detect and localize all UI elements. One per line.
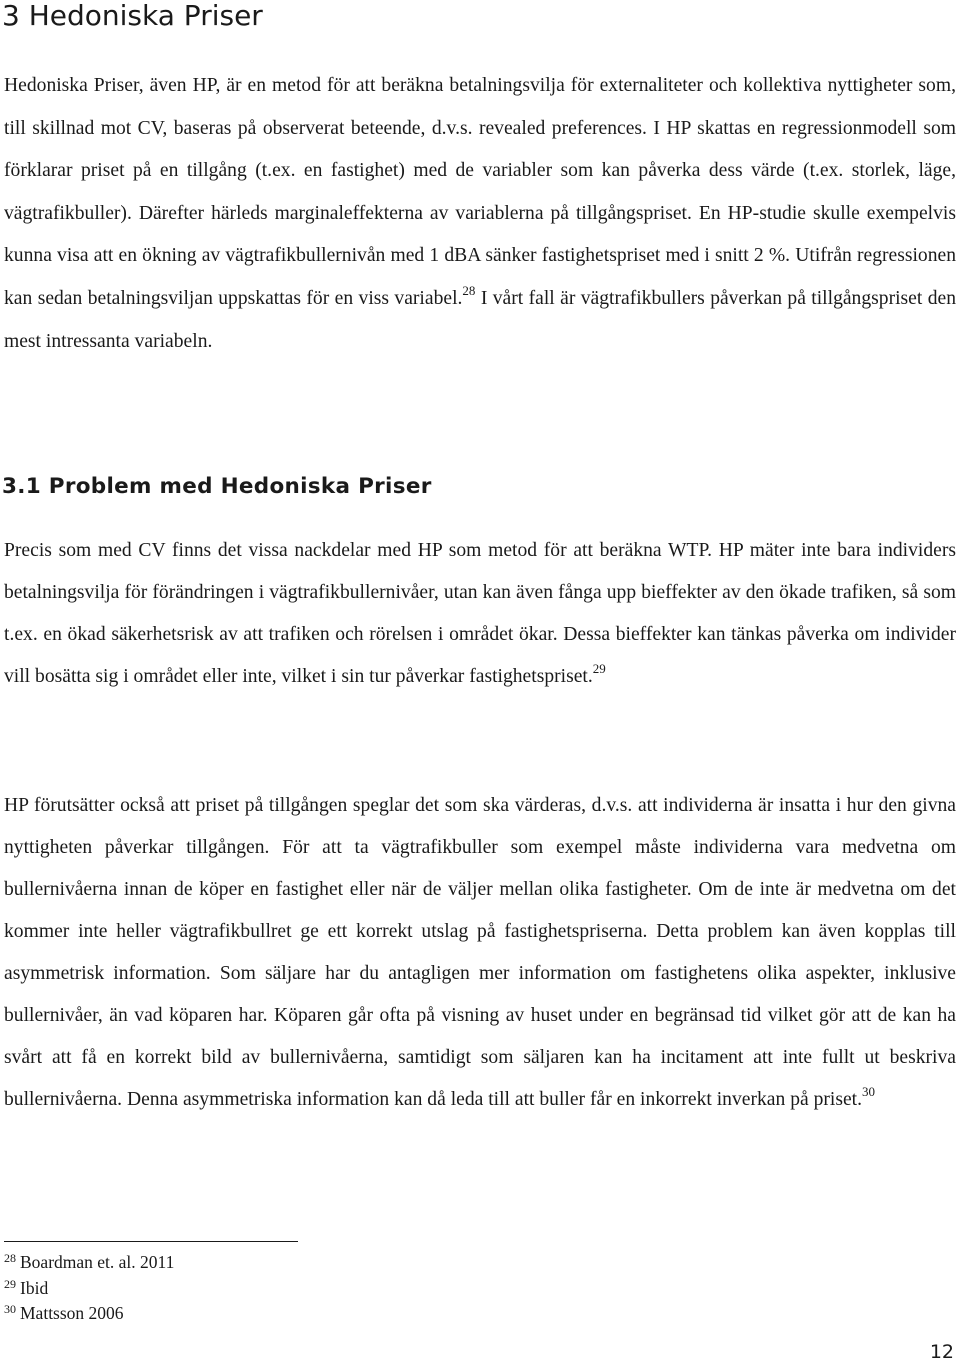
paragraph-problems xyxy=(4,530,956,699)
page-number: 12 xyxy=(929,1341,954,1363)
subsection-heading: 3.1 Problem med Hedoniska Priser xyxy=(2,474,432,499)
footnote-ref[interactable]: 28 xyxy=(462,282,476,298)
paragraph-text: Precis som med CV finns det vissa nackdelar med HP som metod för att beräkna WTP. HP mäter inte bara individers betalningsvilja för förändringen i vägtrafikbullernivåer, utan kan även fånga upp bieffekter av den ökade trafiken, så som t.ex. en ökad säkerhetsrisk av att trafiken och rörelsen i området ökar. Dessa bieffekter kan tänkas påverka om individer vill bosätta sig i området eller inte, vilket i sin tur påverkar fastighetspriset. xyxy=(4,540,956,687)
footnote-number: 29 xyxy=(4,1276,16,1291)
paragraph-text: HP förutsätter också att priset på tillgången speglar det som ska värderas, d.v.s. att individerna är insatta i hur den givna nyttigheten påverkar tillgången. För att ta vägtrafikbuller som exempel måste individerna vara medvetna om bullernivåerna innan de köper en fastighet eller när de väljer mellan olika fastigheter. Om de inte är medvetna om det kommer inte heller vägtrafikbullret ge ett korrekt utslag på fastighetspriserna. Detta problem kan även kopplas till asymmetrisk information. Som säljare har du antagligen mer information om fastighetens olika aspekter, inklusive bullernivåer, än vad köparen har. Köparen går ofta på visning av huset under en begränsad tid vilket gör att de kan ha svårt att få en korrekt bild av bullernivåerna, samtidigt som säljaren kan ha incitament att inte fullt ut beskriva bullernivåerna. Denna asymmetriska information kan då leda till att buller får en inkorrekt inverkan på priset. xyxy=(4,795,956,1110)
paragraph-text: Hedoniska Priser, även HP, är en metod för att beräkna betalningsvilja för externaliteter och kollektiva nyttigheter som, till skillnad mot CV, baseras på observerat beteende, d.v.s. revealed preferences. I HP skattas en regressionmodell som förklarar priset på en tillgång (t.ex. en fastighet) med de variabler som kan påverka dess värde (t.ex. storlek, läge, vägtrafikbuller). Därefter härleds marginaleffekterna av variablerna på tillgångspriset. En HP-studie skulle exempelvis kunna visa att en ökning av vägtrafikbullernivån med 1 dBA sänker fastighetspriset med i snitt 2 %. Utifrån regressionen kan sedan betalningsviljan uppskattas för en viss variabel. xyxy=(4,75,956,309)
footnotes xyxy=(4,1251,174,1328)
footnote xyxy=(4,1302,174,1328)
footnote-text: Boardman et. al. 2011 xyxy=(20,1252,175,1272)
footnote-text: Ibid xyxy=(20,1277,49,1298)
footnote-separator xyxy=(4,1241,298,1242)
footnote-ref[interactable]: 30 xyxy=(862,1084,876,1099)
paragraph-asymmetric-information xyxy=(4,785,956,1122)
footnote-number: 30 xyxy=(4,1302,16,1316)
footnote xyxy=(4,1277,174,1303)
footnote-ref[interactable]: 29 xyxy=(592,661,606,676)
footnote-number: 28 xyxy=(4,1251,16,1265)
footnote xyxy=(4,1251,174,1277)
footnote-text: Mattsson 2006 xyxy=(20,1303,124,1323)
section-heading: 3 Hedoniska Priser xyxy=(2,0,263,32)
paragraph-text-tail: I vårt fall är vägtrafikbullers påverkan på tillgångspriset den mest intressanta variabeln. xyxy=(4,287,956,352)
paragraph-hedonic-prices-intro xyxy=(4,65,956,364)
